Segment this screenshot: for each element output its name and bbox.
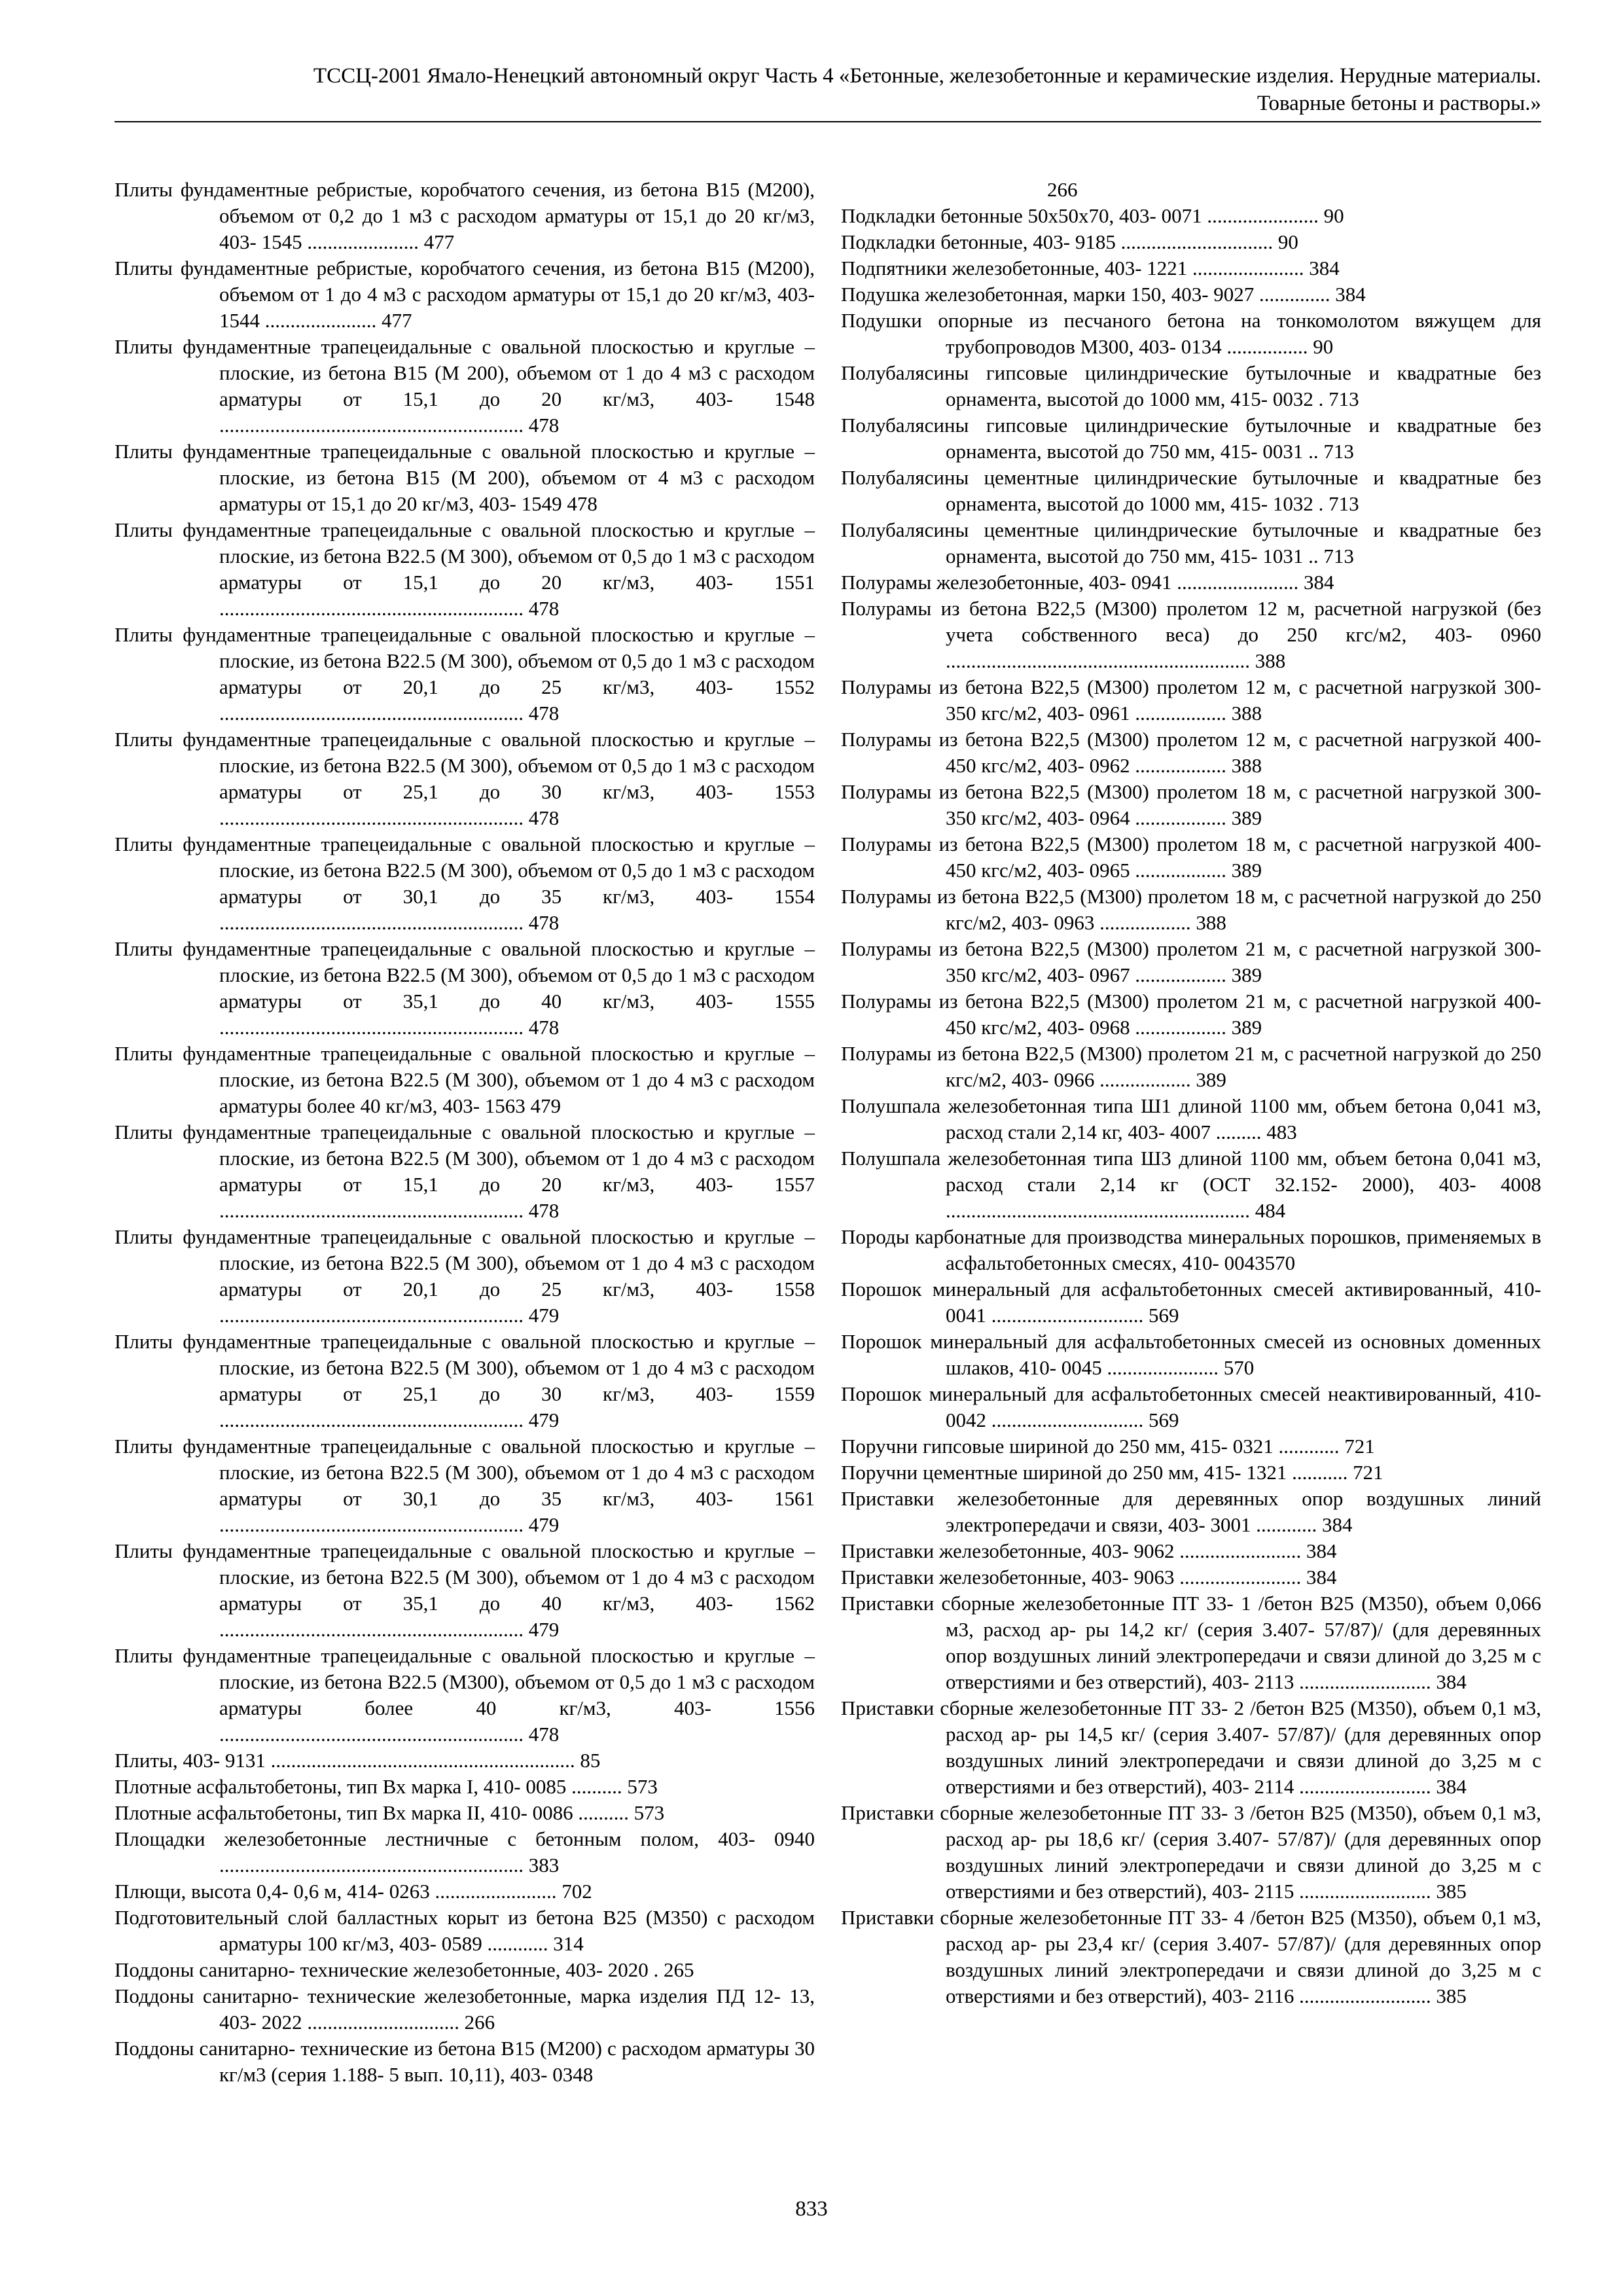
continued-page-number: 266 xyxy=(1047,178,1078,201)
index-entry: Подготовительный слой балластных корыт из бетона В25 (М350) с расходом арматуры 100 кг/м3, 403- 0589 ............ 314 xyxy=(115,1906,815,1955)
index-entry: Приставки сборные железобетонные ПТ 33- 4 /бетон В25 (М350), объем 0,1 м3, расход ар- ры 23,4 кг/ (серия 3.407- 57/87)/ (для деревянных опор воздушных линий электропередачи и связи длиной до 3,25 м с отверстиями и без отверстий), 403- 2116 .......................... 385 xyxy=(841,1906,1541,2007)
index-entry: Плющи, высота 0,4- 0,6 м, 414- 0263 ........................ 702 xyxy=(115,1880,592,1903)
index-entry: Полушпала железобетонная типа Ш1 длиной 1100 мм, объем бетона 0,041 м3, расход стали 2,14 кг, 403- 4007 ......... 483 xyxy=(841,1094,1541,1143)
index-column-right xyxy=(841,177,1541,2009)
header-line-2: Товарные бетоны и растворы.» xyxy=(1257,92,1541,115)
header-line-1: ТССЦ-2001 Ямало-Ненецкий автономный округ Часть 4 «Бетонные, железобетонные и керамические изделия. Нерудные материалы. xyxy=(313,64,1541,88)
index-entry: Порошок минеральный для асфальтобетонных смесей активированный, 410- 0041 .............................. 569 xyxy=(841,1278,1541,1327)
page-header xyxy=(115,62,1541,117)
index-entry: Породы карбонатные для производства минеральных порошков, применяемых в асфальтобетонных смесях, 410- 0043570 xyxy=(841,1225,1541,1274)
index-entry: Плиты фундаментные трапецеидальные с овальной плоскостью и круглые – плоские, из бетона В22.5 (М 300), объемом от 1 до 4 м3 с расходом арматуры от 35,1 до 40 кг/м3, 403- 1562 ............................................................ 479 xyxy=(115,1539,815,1641)
index-entry: Порошок минеральный для асфальтобетонных смесей неактивированный, 410- 0042 .............................. 569 xyxy=(841,1382,1541,1431)
index-entry: Приставки железобетонные для деревянных опор воздушных линий электропередачи и связи, 403- 3001 ............ 384 xyxy=(841,1487,1541,1536)
index-entry: Полурамы из бетона В22,5 (М300) пролетом 12 м, расчетной нагрузкой (без учета собственного веса) до 250 кгс/м2, 403- 0960 ............................................................ 388 xyxy=(841,597,1541,672)
index-entry: Полурамы из бетона В22,5 (М300) пролетом 12 м, с расчетной нагрузкой 300- 350 кгс/м2, 403- 0961 .................. 388 xyxy=(841,675,1541,725)
index-entry: Плиты фундаментные трапецеидальные с овальной плоскостью и круглые – плоские, из бетона В15 (М 200), объемом от 4 м3 с расходом арматуры от 15,1 до 20 кг/м3, 403- 1549 478 xyxy=(115,440,815,515)
index-entry: Поручни цементные шириной до 250 мм, 415- 1321 ........... 721 xyxy=(841,1461,1383,1484)
header-divider xyxy=(115,121,1541,122)
index-entry: Полушпала железобетонная типа Ш3 длиной 1100 мм, объем бетона 0,041 м3, расход стали 2,14 кг (ОСТ 32.152- 2000), 403- 4008 ............................................................ 484 xyxy=(841,1147,1541,1222)
index-entry: Приставки железобетонные, 403- 9062 ........................ 384 xyxy=(841,1539,1337,1562)
index-entry: Поддоны санитарно- технические железобетонные, 403- 2020 . 265 xyxy=(115,1958,694,1981)
index-entry: Приставки железобетонные, 403- 9063 ........................ 384 xyxy=(841,1566,1337,1588)
index-entry: Плиты фундаментные трапецеидальные с овальной плоскостью и круглые – плоские, из бетона В22.5 (М 300), объемом от 1 до 4 м3 с расходом арматуры от 15,1 до 20 кг/м3, 403- 1557 ............................................................ 478 xyxy=(115,1121,815,1222)
index-entry: Поддоны санитарно- технические железобетонные, марка изделия ПД 12- 13, 403- 2022 .............................. 266 xyxy=(115,1984,815,2034)
index-column-left xyxy=(115,177,815,2088)
index-entry: Приставки сборные железобетонные ПТ 33- 2 /бетон В25 (М350), объем 0,1 м3, расход ар- ры 14,5 кг/ (серия 3.407- 57/87)/ (для деревянных опор воздушных линий электропередачи и связи длиной до 3,25 м с отверстиями и без отверстий), 403- 2114 .......................... 384 xyxy=(841,1696,1541,1798)
index-entry: Плиты, 403- 9131 ............................................................ 85 xyxy=(115,1749,601,1772)
index-entry: Подкладки бетонные, 403- 9185 .............................. 90 xyxy=(841,230,1298,253)
index-entry: Полурамы железобетонные, 403- 0941 ........................ 384 xyxy=(841,571,1334,594)
index-entry: Приставки сборные железобетонные ПТ 33- 3 /бетон В25 (М350), объем 0,1 м3, расход ар- ры 18,6 кг/ (серия 3.407- 57/87)/ (для деревянных опор воздушных линий электропередачи и связи длиной до 3,25 м с отверстиями и без отверстий), 403- 2115 .......................... 385 xyxy=(841,1801,1541,1903)
index-entry: Полурамы из бетона В22,5 (М300) пролетом 18 м, с расчетной нагрузкой 400- 450 кгс/м2, 403- 0965 .................. 389 xyxy=(841,833,1541,882)
index-entry: Полубалясины гипсовые цилиндрические бутылочные и квадратные без орнамента, высотой до 750 мм, 415- 0031 .. 713 xyxy=(841,414,1541,463)
index-entry: Подпятники железобетонные, 403- 1221 ...................... 384 xyxy=(841,257,1340,279)
index-entry: Плотные асфальтобетоны, тип Вх марка I, 410- 0085 .......... 573 xyxy=(115,1775,658,1798)
index-entry: Полубалясины гипсовые цилиндрические бутылочные и квадратные без орнамента, высотой до 1000 мм, 415- 0032 . 713 xyxy=(841,361,1541,410)
index-entry: Плиты фундаментные трапецеидальные с овальной плоскостью и круглые – плоские, из бетона В22.5 (М 300), объемом от 0,5 до 1 м3 с расходом арматуры от 35,1 до 40 кг/м3, 403- 1555 ............................................................ 478 xyxy=(115,937,815,1039)
page-number: 833 xyxy=(795,2197,828,2221)
index-entry: Плиты фундаментные трапецеидальные с овальной плоскостью и круглые – плоские, из бетона В22.5 (М 300), объемом от 0,5 до 1 м3 с расходом арматуры от 30,1 до 35 кг/м3, 403- 1554 ............................................................ 478 xyxy=(115,833,815,934)
index-entry: Плиты фундаментные трапецеидальные с овальной плоскостью и круглые – плоские, из бетона В22.5 (М 300), объемом от 0,5 до 1 м3 с расходом арматуры от 20,1 до 25 кг/м3, 403- 1552 ............................................................ 478 xyxy=(115,623,815,725)
index-entry: Плиты фундаментные трапецеидальные с овальной плоскостью и круглые – плоские, из бетона В22.5 (М 300), объемом от 1 до 4 м3 с расходом арматуры от 25,1 до 30 кг/м3, 403- 1559 ............................................................ 479 xyxy=(115,1330,815,1431)
index-entry: Плиты фундаментные трапецеидальные с овальной плоскостью и круглые – плоские, из бетона В22.5 (М 300), объемом от 1 до 4 м3 с расходом арматуры от 20,1 до 25 кг/м3, 403- 1558 ............................................................ 479 xyxy=(115,1225,815,1327)
index-entry: Полурамы из бетона В22,5 (М300) пролетом 12 м, с расчетной нагрузкой 400- 450 кгс/м2, 403- 0962 .................. 388 xyxy=(841,728,1541,777)
index-entry: Плиты фундаментные трапецеидальные с овальной плоскостью и круглые – плоские, из бетона В15 (М 200), объемом от 1 до 4 м3 с расходом арматуры от 15,1 до 20 кг/м3, 403- 1548 ............................................................ 478 xyxy=(115,335,815,437)
index-entry: Поддоны санитарно- технические из бетона В15 (М200) с расходом арматуры 30 кг/м3 (серия 1.188- 5 вып. 10,11), 403- 0348 xyxy=(115,2037,815,2086)
index-entry: Плиты фундаментные трапецеидальные с овальной плоскостью и круглые – плоские, из бетона В22.5 (М 300), объемом от 1 до 4 м3 с расходом арматуры более 40 кг/м3, 403- 1563 479 xyxy=(115,1042,815,1117)
index-entry: Подушки опорные из песчаного бетона на тонкомолотом вяжущем для трубопроводов М300, 403- 0134 ................ 90 xyxy=(841,309,1541,358)
index-entry: Полурамы из бетона В22,5 (М300) пролетом 21 м, с расчетной нагрузкой 300- 350 кгс/м2, 403- 0967 .................. 389 xyxy=(841,937,1541,986)
index-entry: Плиты фундаментные ребристые, коробчатого сечения, из бетона В15 (М200), объемом от 0,2 до 1 м3 с расходом арматуры от 15,1 до 20 кг/м3, 403- 1545 ...................... 477 xyxy=(115,178,815,253)
index-entry: Порошок минеральный для асфальтобетонных смесей из основных доменных шлаков, 410- 0045 ...................... 570 xyxy=(841,1330,1541,1379)
index-entry: Плиты фундаментные ребристые, коробчатого сечения, из бетона В15 (М200), объемом от 1 до 4 м3 с расходом арматуры от 15,1 до 20 кг/м3, 403- 1544 ...................... 477 xyxy=(115,257,815,332)
index-entry: Площадки железобетонные лестничные с бетонным полом, 403- 0940 ............................................................ 383 xyxy=(115,1827,815,1876)
index-entry: Полурамы из бетона В22,5 (М300) пролетом 18 м, с расчетной нагрузкой до 250 кгс/м2, 403- 0963 .................. 388 xyxy=(841,885,1541,934)
index-entry: Подушка железобетонная, марки 150, 403- 9027 .............. 384 xyxy=(841,283,1366,306)
index-entry: Полурамы из бетона В22,5 (М300) пролетом 21 м, с расчетной нагрузкой до 250 кгс/м2, 403- 0966 .................. 389 xyxy=(841,1042,1541,1091)
index-entry: Плиты фундаментные трапецеидальные с овальной плоскостью и круглые – плоские, из бетона В22.5 (М 300), объемом от 0,5 до 1 м3 с расходом арматуры от 25,1 до 30 кг/м3, 403- 1553 ............................................................ 478 xyxy=(115,728,815,829)
index-entry: Полубалясины цементные цилиндрические бутылочные и квадратные без орнамента, высотой до 750 мм, 415- 1031 .. 713 xyxy=(841,518,1541,567)
index-entry: Полубалясины цементные цилиндрические бутылочные и квадратные без орнамента, высотой до 1000 мм, 415- 1032 . 713 xyxy=(841,466,1541,515)
index-entry: Плотные асфальтобетоны, тип Вх марка II, 410- 0086 .......... 573 xyxy=(115,1801,665,1824)
index-entry: Полурамы из бетона В22,5 (М300) пролетом 21 м, с расчетной нагрузкой 400- 450 кгс/м2, 403- 0968 .................. 389 xyxy=(841,990,1541,1039)
index-entry: Плиты фундаментные трапецеидальные с овальной плоскостью и круглые – плоские, из бетона В22.5 (М 300), объемом от 1 до 4 м3 с расходом арматуры от 30,1 до 35 кг/м3, 403- 1561 ............................................................ 479 xyxy=(115,1435,815,1536)
index-entry: Плиты фундаментные трапецеидальные с овальной плоскостью и круглые – плоские, из бетона В22.5 (М 300), объемом от 0,5 до 1 м3 с расходом арматуры от 15,1 до 20 кг/м3, 403- 1551 ............................................................ 478 xyxy=(115,518,815,620)
index-entry: Поручни гипсовые шириной до 250 мм, 415- 0321 ............ 721 xyxy=(841,1435,1375,1458)
index-entry: Приставки сборные железобетонные ПТ 33- 1 /бетон В25 (М350), объем 0,066 м3, расход ар- ры 14,2 кг/ (серия 3.407- 57/87)/ (для деревянных опор воздушных линий электропередачи и связи длиной до 3,25 м с отверстиями и без отверстий), 403- 2113 .......................... 384 xyxy=(841,1592,1541,1693)
index-entry: Полурамы из бетона В22,5 (М300) пролетом 18 м, с расчетной нагрузкой 300- 350 кгс/м2, 403- 0964 .................. 389 xyxy=(841,780,1541,829)
index-entry: Подкладки бетонные 50х50х70, 403- 0071 ...................... 90 xyxy=(841,204,1344,227)
index-entry: Плиты фундаментные трапецеидальные с овальной плоскостью и круглые – плоские, из бетона В22.5 (М300), объемом от 0,5 до 1 м3 с расходом арматуры более 40 кг/м3, 403- 1556 ............................................................ 478 xyxy=(115,1644,815,1746)
